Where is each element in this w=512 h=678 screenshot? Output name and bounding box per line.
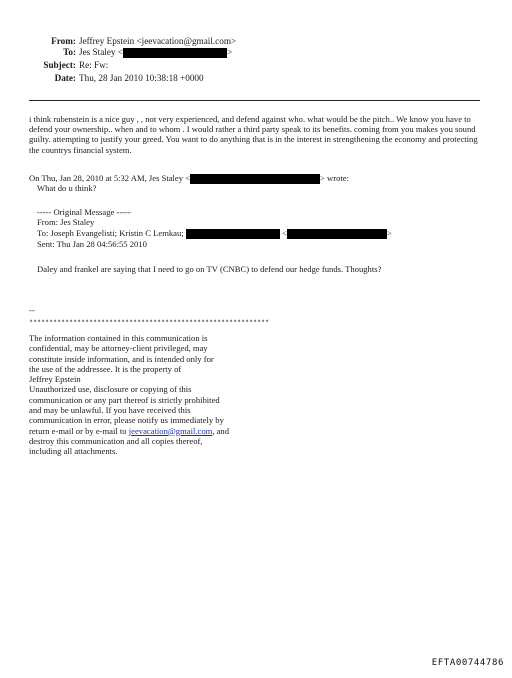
bates-number: EFTA00744786 <box>431 658 504 668</box>
notice-line: communication in error, please notify us immediately by <box>29 415 224 426</box>
original-to-prefix: To: Joseph Evangelisti; Kristin C Lemkau; <box>37 228 184 238</box>
notice-line: communication or any part thereof is strictly prohibited <box>29 394 220 405</box>
date-label: Date: <box>54 73 76 83</box>
email-link[interactable]: jeevacation@gmail.com <box>128 425 213 436</box>
notice-line: Unauthorized use, disclosure or copying of this <box>29 384 192 395</box>
to-value-suffix: > <box>226 47 233 57</box>
signature-stars: ************************************************************ <box>29 320 270 328</box>
original-to <box>37 228 392 239</box>
from-value: Jeffrey Epstein <jeevacation@gmail.com> <box>79 36 237 46</box>
body-paragraph: i think rubenstein is a nice guy , , not very experienced, and defend against who. what would be the pitch.. We know you have to defend your ownership.. when and to whom . I would rather a third party speak to its benefits. coming from you makes you sound guilty. attempting to justify your greed. You want to do anything that is in the interest in strengthening the economy and protecting the countrys financial system. <box>29 114 478 155</box>
header-subject <box>0 60 108 71</box>
notice-line <box>29 426 269 436</box>
notify-suffix: , and <box>212 425 230 436</box>
original-message-marker: ----- Original Message ----- <box>37 207 131 217</box>
subject-value: Re: Fw: <box>79 60 109 70</box>
from-label: From: <box>51 36 76 46</box>
original-to-mid: < <box>281 228 287 238</box>
header-from <box>0 36 236 47</box>
redaction-box <box>123 48 227 58</box>
original-to-suffix: > <box>386 228 392 238</box>
original-from: From: Jes Staley <box>37 217 95 227</box>
notice-line: Jeffrey Epstein <box>29 374 81 385</box>
subject-label: Subject: <box>43 60 76 70</box>
notice-line: destroy this communication and all copies thereof, <box>29 435 203 446</box>
to-value-prefix: Jes Staley < <box>79 47 123 57</box>
header-divider <box>29 100 480 101</box>
header-date <box>0 73 204 84</box>
header-to <box>0 47 232 58</box>
to-label: To: <box>63 47 76 57</box>
signature-dashes: -- <box>29 305 35 315</box>
original-sent: Sent: Thu Jan 28 04:56:55 2010 <box>37 239 147 249</box>
reply-intro-suffix: > wrote: <box>320 173 349 183</box>
date-value: Thu, 28 Jan 2010 10:38:18 +0000 <box>79 73 204 83</box>
notice-line: The information contained in this communication is <box>29 333 208 343</box>
notice-line: constitute inside information, and is intended only for <box>29 353 214 364</box>
reply-intro-prefix: On Thu, Jan 28, 2010 at 5:32 AM, Jes Staley < <box>29 173 191 183</box>
redaction-box <box>186 229 280 239</box>
notice-line: confidential, may be attorney-client privileged, may <box>29 343 208 354</box>
notify-prefix: return e-mail or by e-mail to <box>29 425 129 436</box>
reply-text: What do u think? <box>37 183 97 193</box>
notice-line: including all attachments. <box>29 446 118 457</box>
notice-line: and may be unlawful. If you have received this <box>29 405 191 416</box>
notice-line: the use of the addressee. It is the property of <box>29 363 182 374</box>
confidentiality-notice <box>29 333 269 457</box>
original-message: Daley and frankel are saying that I need to go on TV (CNBC) to defend our hedge funds. Thoughts? <box>37 264 382 274</box>
redaction-box <box>287 229 387 239</box>
redaction-box <box>190 174 320 184</box>
